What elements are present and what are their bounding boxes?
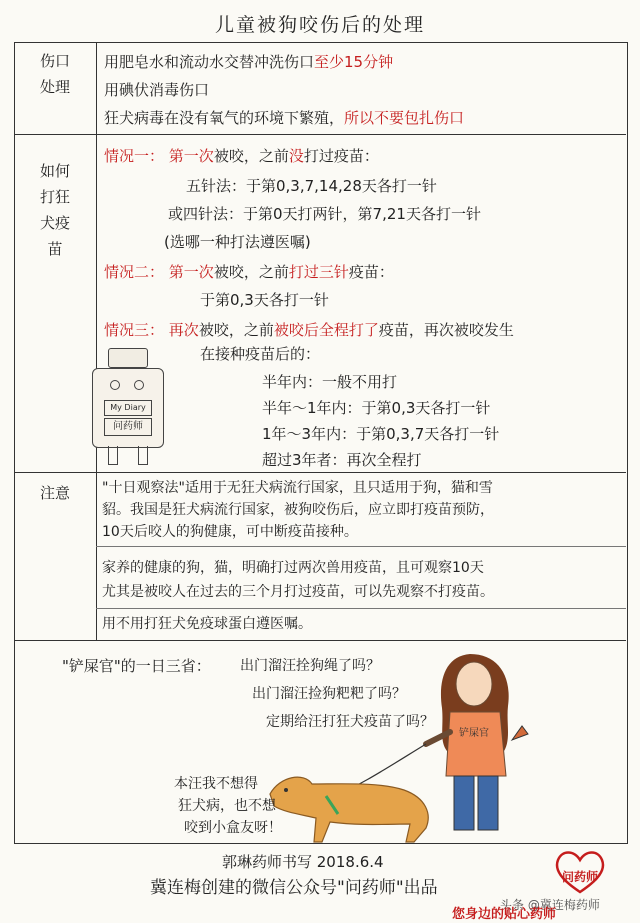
case1-line-3: (选哪一种打法遵医嘱): [164, 233, 311, 251]
case1-line-1: 五针法：于第0,3,7,14,28天各打一针: [186, 177, 437, 195]
robot-head: [108, 348, 148, 368]
dog-speech-line-3: 咬到小盒友呀！: [184, 820, 282, 836]
vaccine-section-label: 如何 打狂 犬疫 苗: [39, 162, 70, 258]
dog-speech-line-2: 狂犬病，也不想: [178, 798, 276, 814]
case3-row-4: 超过3年者：再次全程打: [262, 451, 422, 469]
robot-name-plate: 问药师: [104, 418, 152, 436]
robot-eye-right: [134, 380, 144, 390]
row-divider-1: [14, 134, 626, 135]
reflection-question-2: 出门溜汪捡狗粑粑了吗？: [252, 686, 406, 702]
note1-line-2: 貂。我国是狂犬病流行国家，被狗咬伤后，应立即打疫苗预防，: [102, 502, 494, 518]
wound-line-3: 狂犬病毒在没有氧气的环境下繁殖，所以不要包扎伤口: [104, 109, 465, 127]
dog-speech-line-1: 本汪我不想得: [174, 776, 258, 792]
case2-title: 情况二： 第一次被咬，之前打过三针疫苗：: [104, 263, 394, 281]
robot-tag: My Diary: [104, 400, 152, 416]
case3-title-line2: 在接种疫苗后的：: [200, 345, 321, 363]
case1-title: 情况一： 第一次被咬，之前没打过疫苗：: [104, 147, 379, 165]
robot-leg-right: [138, 446, 148, 465]
case3-row-1: 半年内：一般不用打: [262, 373, 398, 391]
page-title: 儿童被狗咬伤后的处理: [214, 14, 425, 36]
case3-title: 情况三： 再次被咬，之前被咬后全程打了疫苗，再次被咬发生: [104, 321, 514, 339]
wound-line-1: 用肥皂水和流动水交替冲洗伤口至少15分钟: [104, 53, 394, 71]
notes-section-label: 注意: [39, 484, 70, 502]
case3-row-2: 半年～1年内：于第0,3天各打一针: [262, 399, 491, 417]
row-divider-2: [14, 472, 626, 473]
note-separator-1: [96, 546, 626, 547]
column-divider: [96, 42, 97, 640]
note2-line-2: 尤其是被咬人在过去的三个月打过疫苗，可以先观察不打疫苗。: [102, 584, 494, 600]
note2-line-1: 家养的健康的狗，猫，明确打过两次兽用疫苗，且可观察10天: [102, 560, 484, 576]
author-signature: 郭琳药师书写 2018.6.4: [222, 853, 384, 871]
reflection-question-1: 出门溜汪拴狗绳了吗？: [240, 658, 380, 674]
note1-line-1: "十日观察法"适用于无狂犬病流行国家，且只适用于狗，猫和雪: [102, 480, 493, 496]
note-separator-2: [96, 608, 626, 609]
source-watermark: 头条 @冀连梅药师: [500, 898, 600, 912]
footer-slogan: 您身边的贴心药师: [452, 907, 557, 922]
girl-shirt-text: 铲屎官: [459, 728, 489, 739]
logo-text: 问药师: [561, 870, 598, 884]
case3-row-3: 1年～3年内：于第0,3,7天各打一针: [262, 425, 500, 443]
case1-line-2: 或四针法：于第0天打两针，第7,21天各打一针: [168, 205, 481, 223]
note3-line: 用不用打狂犬免疫球蛋白遵医嘱。: [102, 616, 312, 632]
robot-leg-left: [108, 446, 118, 465]
wound-line-2: 用碘伏消毒伤口: [104, 81, 210, 99]
reflection-question-3: 定期给汪打狂犬疫苗了吗？: [266, 714, 434, 730]
case2-line-1: 于第0,3天各打一针: [200, 291, 329, 309]
wound-section-label: 伤口 处理: [39, 52, 70, 96]
footer-credit: 冀连梅创建的微信公众号"问药师"出品: [150, 878, 438, 898]
note1-line-3: 10天后咬人的狗健康，可中断疫苗接种。: [102, 524, 358, 540]
robot-eye-left: [110, 380, 120, 390]
reflection-lead: "铲屎官"的一日三省：: [62, 657, 211, 675]
